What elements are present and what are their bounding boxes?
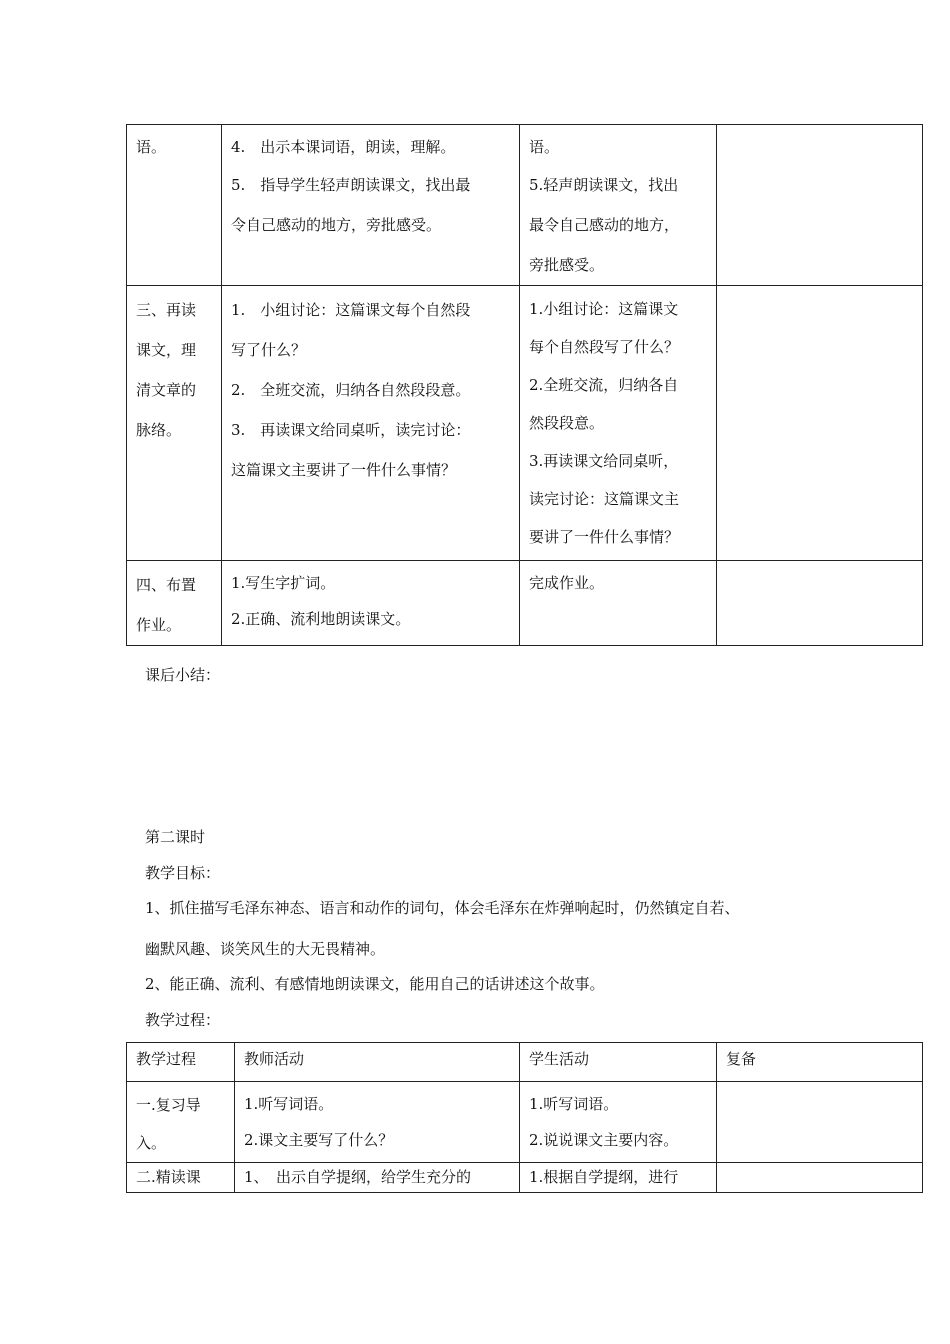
student-text: 要讲了一件什么事情？ — [529, 528, 680, 546]
teacher-text: 1.听写词语。 — [244, 1095, 334, 1113]
column-header: 教学过程 — [127, 1043, 235, 1082]
teacher-text: 2. 全班交流，归纳各自然段段意。 — [231, 381, 471, 399]
step-cell — [127, 286, 222, 561]
prep-cell — [717, 561, 923, 646]
student-text: 然段段意。 — [529, 414, 605, 432]
lesson-plan-table-2 — [126, 1042, 923, 1193]
student-text: 2.全班交流，归纳各自 — [529, 376, 679, 394]
teaching-goals-label: 教学目标： — [145, 864, 221, 882]
student-activity-cell — [520, 286, 717, 561]
lesson-title: 第二课时 — [145, 828, 206, 846]
goal-1-line-1: 1、抓住描写毛泽东神态、语言和动作的词句，体会毛泽东在炸弹响起时，仍然镇定自若、 — [145, 899, 740, 917]
column-header: 教师活动 — [235, 1043, 520, 1082]
student-activity-cell — [520, 1082, 717, 1163]
student-activity-cell — [520, 1163, 717, 1193]
teacher-text: 令自己感动的地方，旁批感受。 — [231, 216, 442, 234]
student-text: 5.轻声朗读课文，找出 — [529, 176, 679, 194]
step-text: 入。 — [136, 1134, 167, 1152]
table-row — [127, 561, 923, 646]
student-text: 旁批感受。 — [529, 256, 605, 274]
step-cell — [127, 1082, 235, 1163]
step-text: 脉络。 — [136, 421, 182, 439]
table-row — [127, 1163, 923, 1193]
student-text: 读完讨论：这篇课文主 — [529, 490, 680, 508]
step-text: 四、布置 — [136, 576, 197, 594]
goal-2: 2、能正确、流利、有感情地朗读课文，能用自己的话讲述这个故事。 — [145, 975, 605, 993]
student-text: 每个自然段写了什么？ — [529, 338, 680, 356]
goal-1-line-2: 幽默风趣、谈笑风生的大无畏精神。 — [145, 940, 386, 958]
step-text: 作业。 — [136, 616, 182, 634]
student-text: 1.根据自学提纲，进行 — [529, 1168, 679, 1186]
student-text: 1.小组讨论：这篇课文 — [529, 300, 679, 318]
step-text: 一.复习导 — [136, 1096, 201, 1114]
student-text: 完成作业。 — [529, 574, 605, 592]
after-class-summary-label: 课后小结： — [145, 666, 221, 684]
step-text: 语。 — [136, 138, 167, 156]
step-cell — [127, 125, 222, 286]
column-header: 复备 — [717, 1043, 923, 1082]
student-text: 1.听写词语。 — [529, 1095, 619, 1113]
student-activity-cell — [520, 125, 717, 286]
prep-cell — [717, 125, 923, 286]
step-cell — [127, 1163, 235, 1193]
student-text: 语。 — [529, 138, 560, 156]
teacher-text: 4. 出示本课词语，朗读，理解。 — [231, 138, 456, 156]
step-text: 三、再读 — [136, 301, 197, 319]
teacher-text: 1、 出示自学提纲，给学生充分的 — [244, 1168, 472, 1186]
teacher-text: 2.课文主要写了什么？ — [244, 1131, 394, 1149]
student-activity-cell — [520, 561, 717, 646]
student-text: 2.说说课文主要内容。 — [529, 1131, 679, 1149]
teacher-text: 1.写生字扩词。 — [231, 574, 336, 592]
teacher-text: 5. 指导学生轻声朗读课文，找出最 — [231, 176, 471, 194]
prep-cell — [717, 1082, 923, 1163]
step-cell — [127, 561, 222, 646]
teacher-text: 这篇课文主要讲了一件什么事情？ — [231, 461, 457, 479]
teacher-activity-cell — [222, 286, 520, 561]
student-text: 3.再读课文给同桌听， — [529, 452, 679, 470]
teaching-process-label: 教学过程： — [145, 1011, 221, 1029]
teacher-activity-cell — [235, 1163, 520, 1193]
column-header: 学生活动 — [520, 1043, 717, 1082]
prep-cell — [717, 1163, 923, 1193]
teacher-text: 2.正确、流利地朗读课文。 — [231, 610, 411, 628]
lesson-plan-table-1 — [126, 124, 923, 646]
table-row — [127, 125, 923, 286]
table-row — [127, 1082, 923, 1163]
teacher-activity-cell — [222, 125, 520, 286]
table-row — [127, 286, 923, 561]
table-header-row — [127, 1043, 923, 1082]
step-text: 二.精读课 — [136, 1168, 201, 1186]
teacher-activity-cell — [222, 561, 520, 646]
teacher-text: 写了什么？ — [231, 341, 307, 359]
student-text: 最令自己感动的地方， — [529, 216, 680, 234]
teacher-activity-cell — [235, 1082, 520, 1163]
step-text: 课文，理 — [136, 341, 197, 359]
teacher-text: 3. 再读课文给同桌听，读完讨论： — [231, 421, 471, 439]
prep-cell — [717, 286, 923, 561]
teacher-text: 1. 小组讨论：这篇课文每个自然段 — [231, 301, 471, 319]
step-text: 清文章的 — [136, 381, 197, 399]
